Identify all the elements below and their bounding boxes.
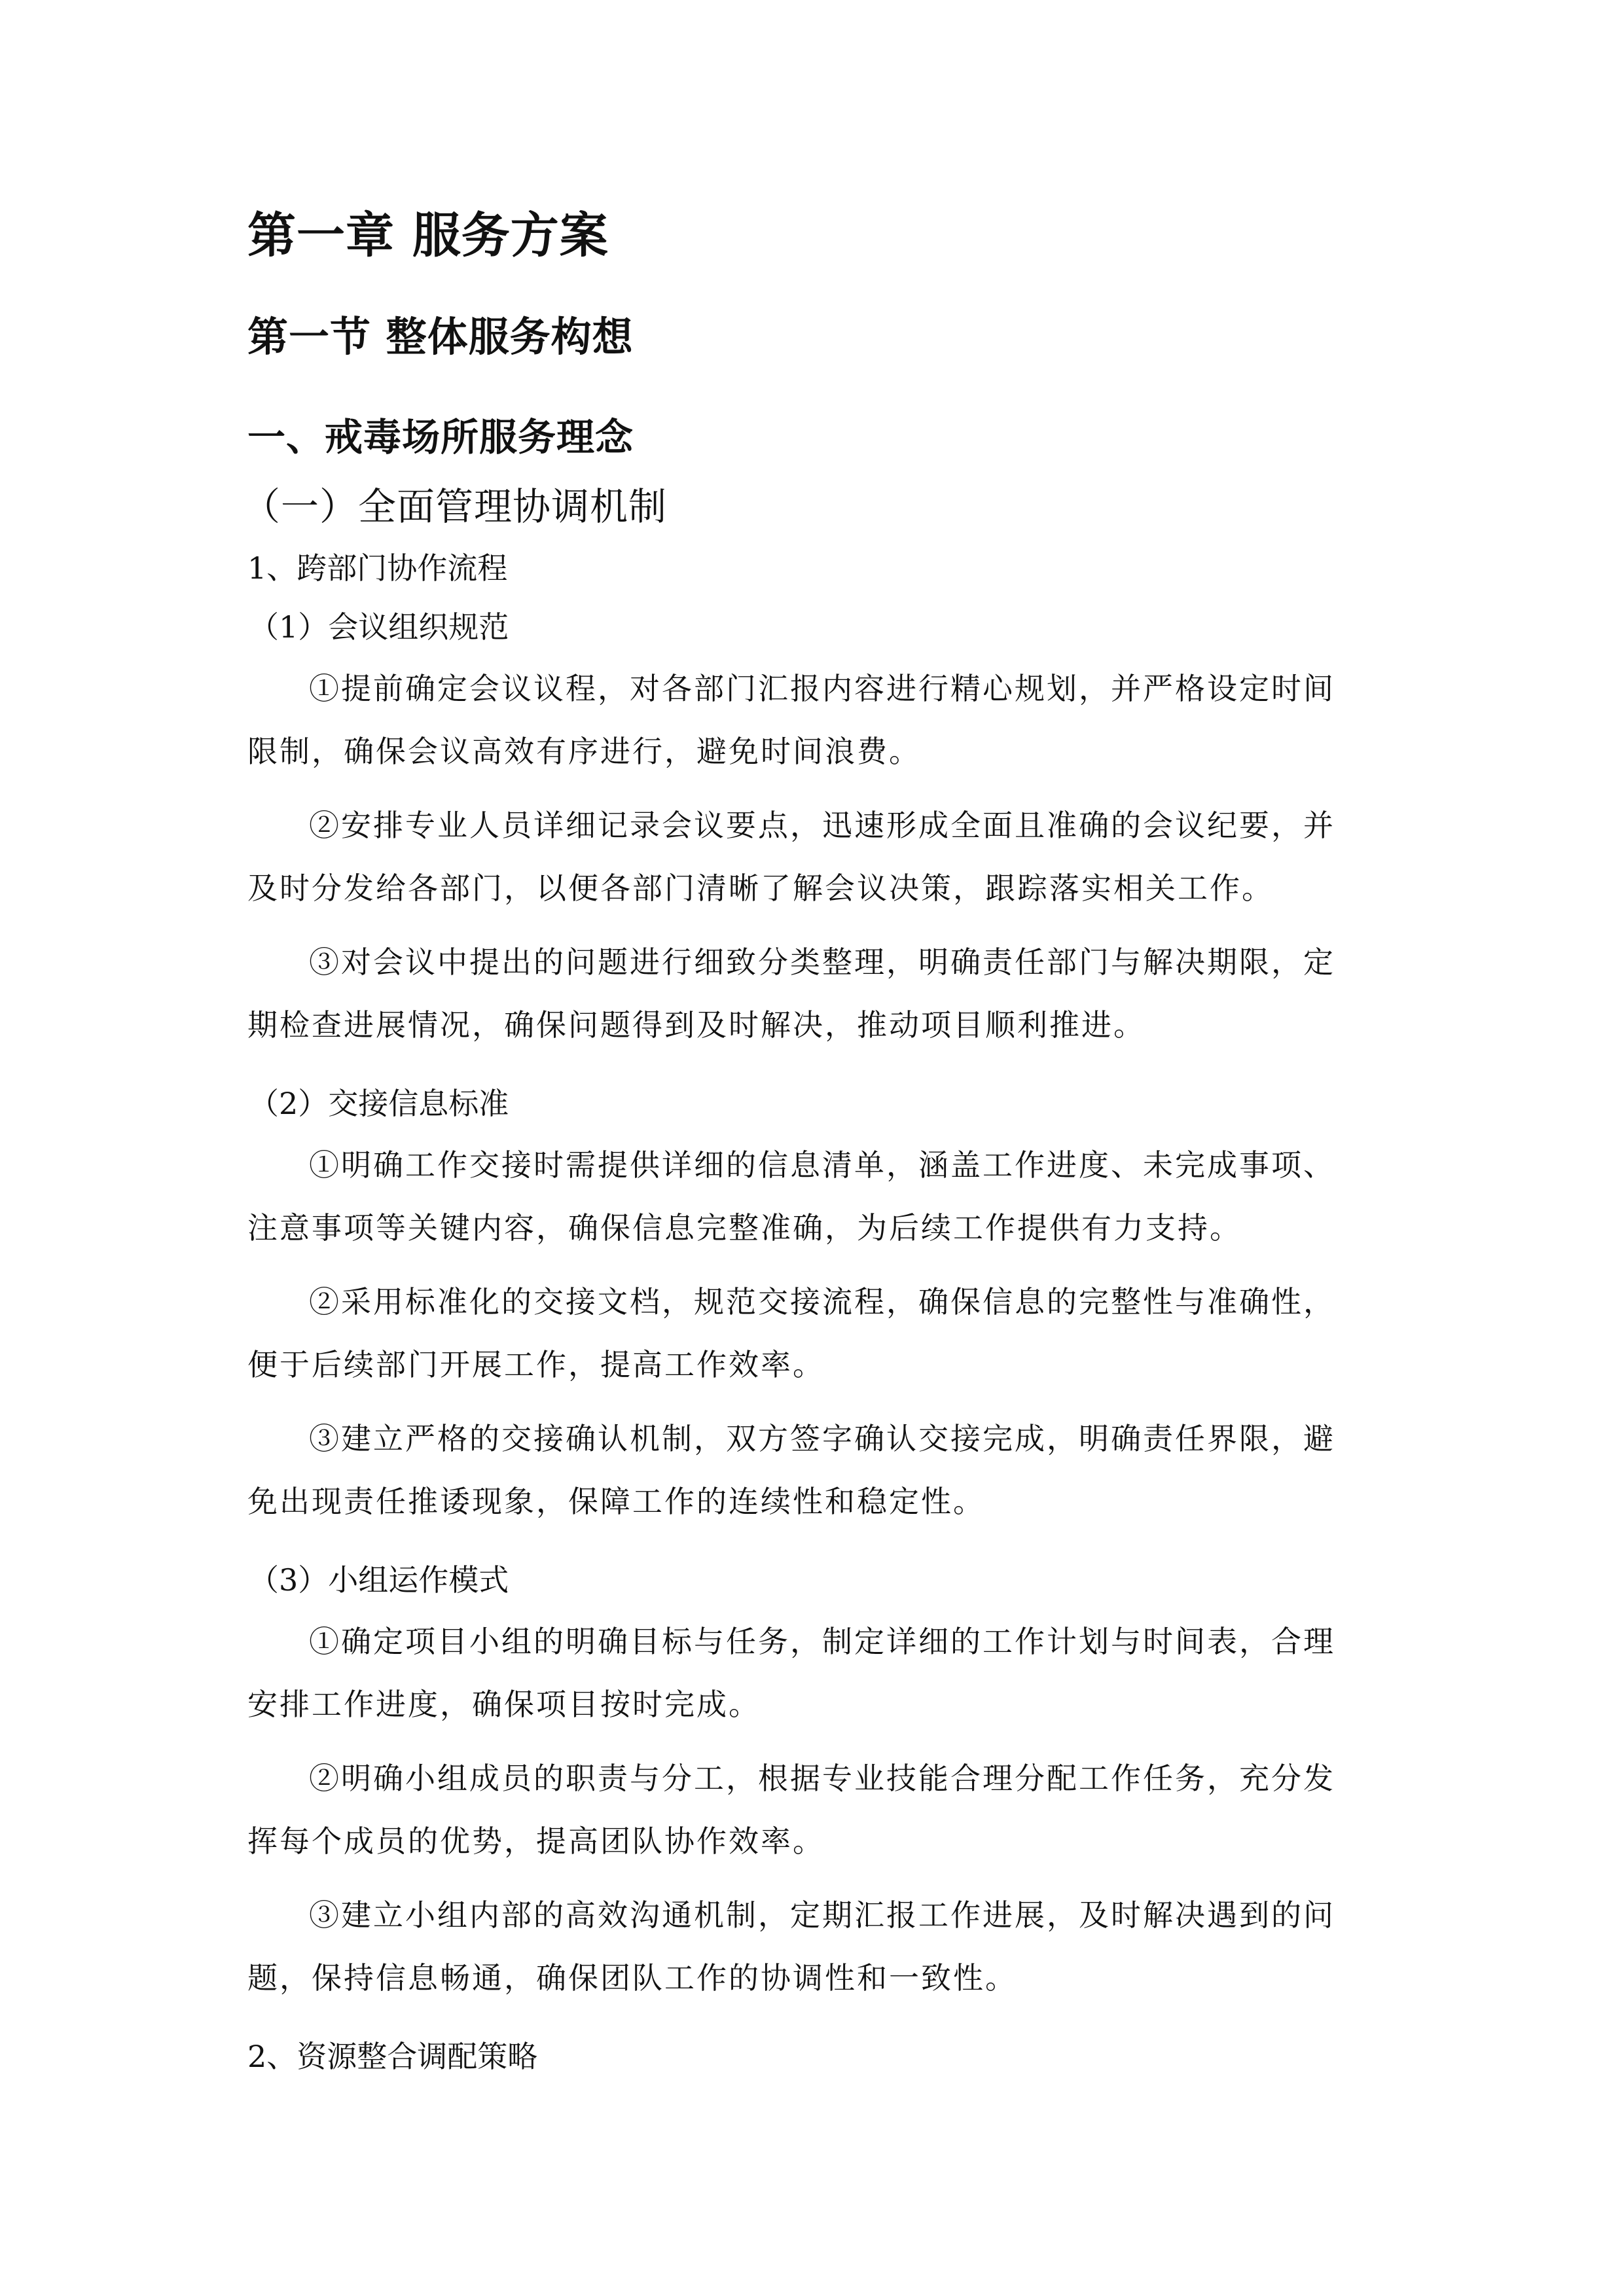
heading-level-2: （一）全面管理协调机制	[242, 484, 668, 529]
paragraph-line: ②采用标准化的交接文档，规范交接流程，确保信息的完整性与准确性，	[309, 1284, 1335, 1319]
paragraph-line: 期检查进展情况，确保问题得到及时解决，推动项目顺利推进。	[247, 1007, 1146, 1043]
item-heading-1: 1、跨部门协作流程	[247, 550, 508, 586]
paragraph-line: ③对会议中提出的问题进行细致分类整理，明确责任部门与解决期限，定	[309, 944, 1335, 980]
paragraph-line: ①确定项目小组的明确目标与任务，制定详细的工作计划与时间表，合理	[309, 1624, 1335, 1659]
paragraph-line: ①明确工作交接时需提供详细的信息清单，涵盖工作进度、未完成事项、	[309, 1147, 1335, 1183]
paragraph-line: 挥每个成员的优势，提高团队协作效率。	[247, 1823, 825, 1859]
paragraph-line: 题，保持信息畅通，确保团队工作的协调性和一致性。	[247, 1960, 1017, 1996]
paragraph-line: 限制，确保会议高效有序进行，避免时间浪费。	[247, 734, 921, 769]
paragraph-line: ①提前确定会议议程，对各部门汇报内容进行精心规划，并严格设定时间	[309, 671, 1335, 706]
paragraph-line: 便于后续部门开展工作，提高工作效率。	[247, 1347, 825, 1382]
chapter-title: 第一章 服务方案	[247, 207, 609, 264]
paragraph-line: ③建立严格的交接确认机制，双方签字确认交接完成，明确责任界限，避	[309, 1421, 1335, 1456]
paragraph-line: 安排工作进度，确保项目按时完成。	[247, 1687, 761, 1722]
paragraph-line: ③建立小组内部的高效沟通机制，定期汇报工作进展，及时解决遇到的问	[309, 1897, 1335, 1933]
paragraph-line: 及时分发给各部门，以便各部门清晰了解会议决策，跟踪落实相关工作。	[247, 870, 1274, 906]
heading-level-1: 一、戒毒场所服务理念	[247, 415, 634, 459]
subsection-title: （3）小组运作模式	[249, 1562, 509, 1598]
paragraph-line: ②明确小组成员的职责与分工，根据专业技能合理分配工作任务，充分发	[309, 1761, 1335, 1796]
paragraph-line: ②安排专业人员详细记录会议要点，迅速形成全面且准确的会议纪要，并	[309, 808, 1335, 843]
subsection-title: （1）会议组织规范	[249, 609, 509, 645]
paragraph-line: 注意事项等关键内容，确保信息完整准确，为后续工作提供有力支持。	[247, 1210, 1242, 1246]
paragraph-line: 免出现责任推诿现象，保障工作的连续性和稳定性。	[247, 1484, 985, 1519]
subsection-title: （2）交接信息标准	[249, 1086, 509, 1121]
item-heading-2: 2、资源整合调配策略	[247, 2039, 538, 2074]
section-title: 第一节 整体服务构想	[247, 313, 634, 361]
